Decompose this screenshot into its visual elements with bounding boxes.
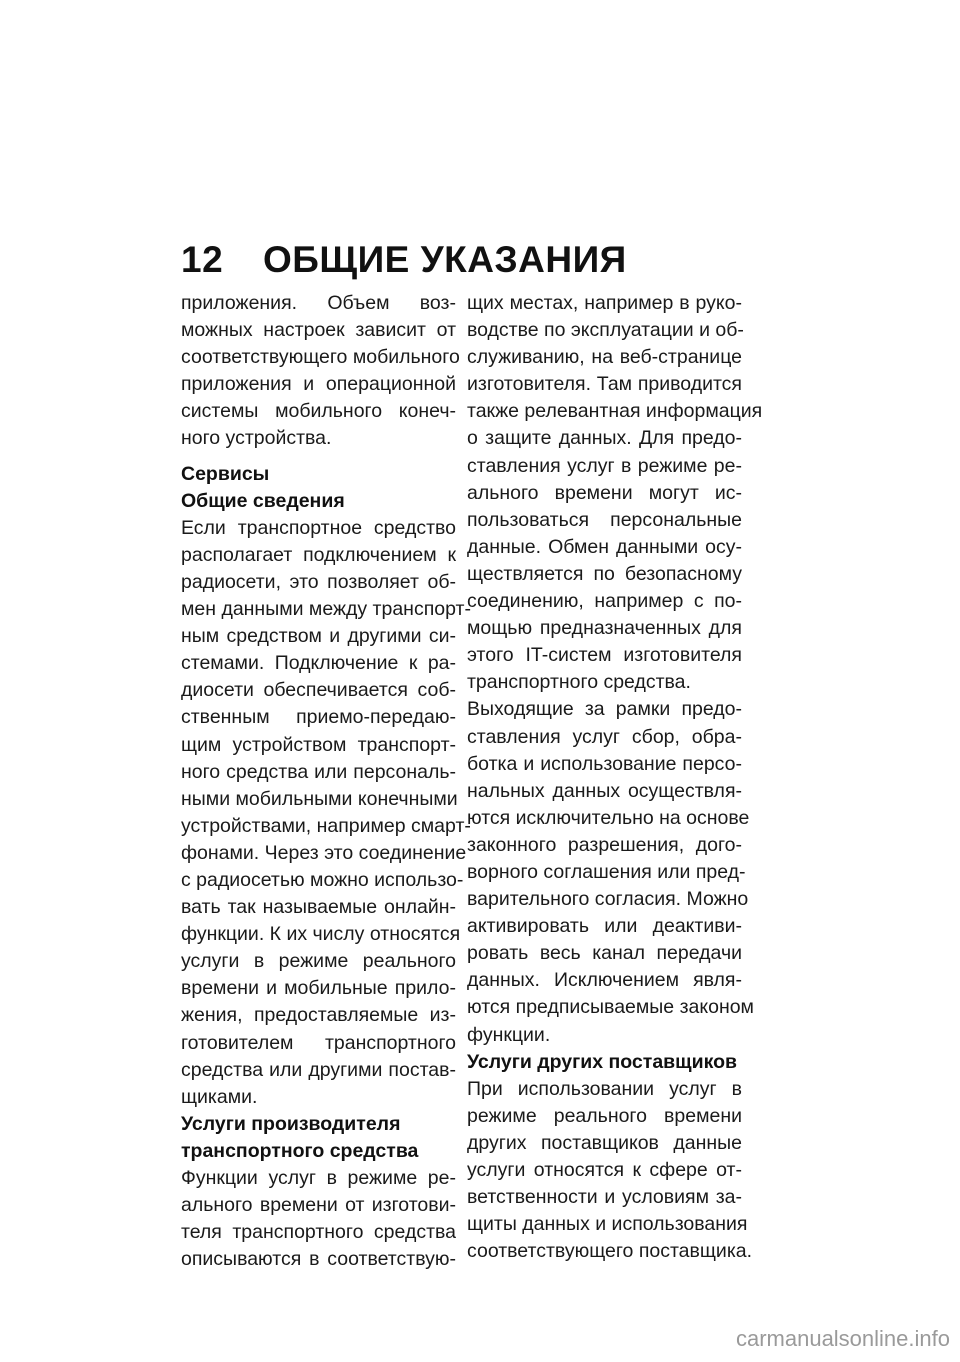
text-line: располагает подключением к bbox=[181, 543, 456, 566]
text-line: соединению, например с по- bbox=[467, 590, 742, 613]
text-line: ществляется по безопасному bbox=[467, 562, 742, 585]
text-line: ветственности и условиям за- bbox=[467, 1186, 742, 1209]
right-text-column bbox=[467, 290, 763, 1265]
text-line: готовителем транспортного bbox=[181, 1031, 456, 1054]
text-line: времени и мобильные прило- bbox=[181, 977, 456, 1000]
text-line: о защите данных. Для предо- bbox=[467, 427, 742, 450]
text-line: мощью предназначенных для bbox=[467, 617, 742, 640]
text-line: других поставщиков данные bbox=[467, 1131, 742, 1154]
text-line: ными мобильными конечными bbox=[181, 787, 458, 810]
text-line: варительного согласия. Можно bbox=[467, 888, 749, 911]
text-line: системы мобильного конеч- bbox=[181, 400, 456, 423]
text-line: Функции услуг в режиме ре- bbox=[181, 1167, 456, 1189]
section-subheading: Общие сведения bbox=[181, 489, 345, 512]
text-line: этого IT-систем изготовителя bbox=[467, 644, 742, 667]
text-line: устройствами, например смарт- bbox=[181, 814, 471, 837]
section-subheading: Услуги других поставщиков bbox=[467, 1050, 738, 1073]
text-line: приложения и операционной bbox=[181, 373, 456, 396]
section-subheading: Услуги производителя bbox=[181, 1112, 401, 1135]
text-line: Если транспортное средство bbox=[181, 516, 456, 539]
section-subheading: Сервисы bbox=[181, 462, 270, 485]
text-line: соответствующего поставщика. bbox=[467, 1240, 753, 1263]
text-line: ставления услуг в режиме ре- bbox=[467, 454, 742, 477]
text-line: функции. bbox=[467, 1023, 551, 1046]
page-heading bbox=[181, 238, 627, 282]
text-line: функции. К их числу относятся bbox=[181, 923, 461, 946]
text-line: транспортного средства. bbox=[467, 671, 691, 694]
text-line: ровать весь канал передачи bbox=[467, 942, 742, 965]
text-line: щим устройством транспорт- bbox=[181, 733, 456, 756]
text-line: радиосети, это позволяет об- bbox=[181, 570, 456, 593]
text-line: ются исключительно на основе bbox=[467, 806, 750, 829]
chapter-title: ОБЩИЕ УКАЗАНИЯ bbox=[263, 239, 627, 280]
text-line: ального времени могут ис- bbox=[467, 481, 742, 504]
text-line: ного устройства. bbox=[181, 427, 332, 450]
text-line: водстве по эксплуатации и об- bbox=[467, 319, 744, 342]
text-line: средства или другими постав- bbox=[181, 1058, 456, 1081]
text-line: мен данными между транспорт- bbox=[181, 598, 471, 621]
text-line: щиками. bbox=[181, 1085, 258, 1108]
text-line: нальных данных осуществля- bbox=[467, 779, 742, 802]
text-line: вать так называемые онлайн- bbox=[181, 896, 456, 919]
footer-watermark: carmanualsonline.info bbox=[735, 1326, 950, 1351]
text-line: фонами. Через это соединение bbox=[181, 841, 467, 864]
text-line: данные. Обмен данными осу- bbox=[467, 535, 742, 558]
text-line: стемами. Подключение к ра- bbox=[181, 652, 456, 675]
text-line: ственным приемо-передаю- bbox=[181, 706, 456, 729]
text-line: ным средством и другими си- bbox=[181, 625, 456, 648]
text-line: служиванию, на веб-странице bbox=[467, 346, 742, 369]
text-line: активировать или деактиви- bbox=[467, 915, 742, 938]
text-line: также релевантная информация bbox=[467, 400, 763, 423]
text-line: режиме реального времени bbox=[467, 1104, 742, 1127]
chapter-number: 12 bbox=[181, 239, 224, 280]
text-line: изготовителя. Там приводится bbox=[467, 373, 742, 396]
text-line: щих местах, например в руко- bbox=[467, 292, 742, 314]
text-line: законного разрешения, дого- bbox=[467, 833, 742, 856]
text-line: ного средства или персональ- bbox=[181, 760, 456, 783]
section-spacer bbox=[181, 453, 456, 461]
text-line: соответствующего мобильного bbox=[181, 346, 460, 369]
text-line: описываются в соответствую- bbox=[181, 1248, 456, 1271]
text-line: теля транспортного средства bbox=[181, 1221, 456, 1244]
text-line: ставления услуг сбор, обра- bbox=[467, 725, 742, 748]
text-line: При использовании услуг в bbox=[467, 1077, 742, 1100]
section-subheading: транспортного средства bbox=[181, 1139, 419, 1162]
text-line: ботка и использование персо- bbox=[467, 752, 742, 775]
text-line: ются предписываемые законом bbox=[467, 996, 754, 1019]
text-line: можных настроек зависит от bbox=[181, 319, 456, 342]
text-line: ворного соглашения или пред- bbox=[467, 860, 746, 883]
text-line: щиты данных и использования bbox=[467, 1213, 748, 1236]
text-line: пользоваться персональные bbox=[467, 508, 742, 531]
text-line: услуги в режиме реального bbox=[181, 950, 456, 973]
text-line: диосети обеспечивается соб- bbox=[181, 679, 456, 702]
text-line: Выходящие за рамки предо- bbox=[467, 698, 742, 721]
text-line: ального времени от изготови- bbox=[181, 1194, 456, 1217]
text-line: с радиосетью можно использо- bbox=[181, 868, 464, 891]
text-line: данных. Исключением явля- bbox=[467, 969, 742, 992]
text-line: услуги относятся к сфере от- bbox=[467, 1159, 742, 1181]
left-text-column bbox=[181, 290, 471, 1273]
text-line: жения, предоставляемые из- bbox=[181, 1004, 456, 1027]
text-line: приложения. Объем воз- bbox=[181, 292, 456, 314]
